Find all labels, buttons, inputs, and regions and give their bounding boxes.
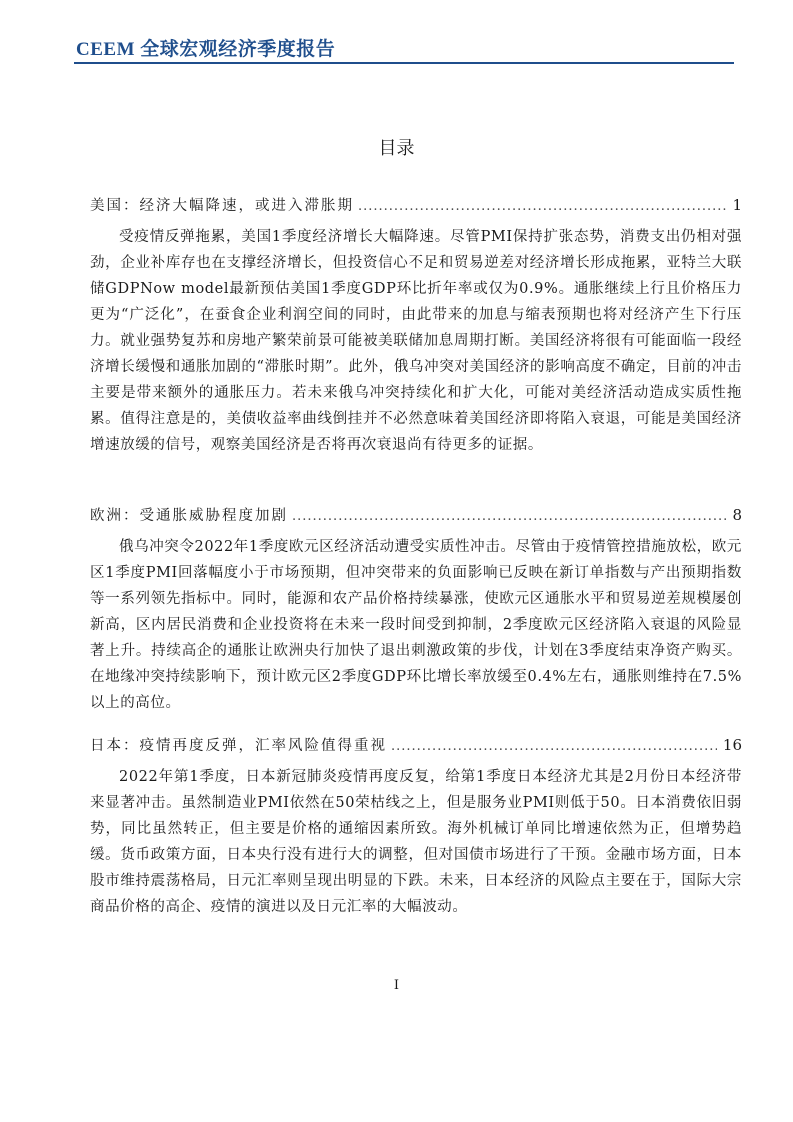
section-summary-japan: 2022年第1季度，日本新冠肺炎疫情再度反复，给第1季度日本经济尤其是2月份日本经济带来显著冲击。虽然制造业PMI依然在50荣枯线之上，但是服务业PMI则低于50。日本消费依旧弱势，同比虽然转正，但主要是价格的通缩因素所致。海外机械订单同比增速依然为正，但增势趋缓。货币政策方面，日本央行没有进行大的调整，但对国债市场进行了干预。金融市场方面，日本股市维持震荡格局，日元汇率则呈现出明显的下跌。未来，日本经济的风险点主要在于，国际大宗商品价格的高企、疫情的演进以及日元汇率的大幅波动。 bbox=[90, 769, 742, 915]
toc-entry-heading: 美国：经济大幅降速，或进入滞胀期 bbox=[90, 198, 354, 214]
section-summary-us: 受疫情反弹拖累，美国1季度经济增长大幅降速。尽管PMI保持扩张态势，消费支出仍相对强劲，企业补库存也在支撑经济增长，但投资信心不足和贸易逆差对经济增长形成拖累，亚特兰大联储GDPNow model最新预估美国1季度GDP环比折年率或仅为0.9%。通胀继续上行且价格压力更为“广泛化”，在蚕食企业利润空间的同时，由此带来的加息与缩表预期也将对经济产生下行压力。就业强势复苏和房地产繁荣前景可能被美联储加息周期打断。美国经济将很有可能面临一段经济增长缓慢和通胀加剧的“滞胀时期”。此外，俄乌冲突对美国经济的影响高度不确定，目前的冲击主要是带来额外的通胀压力。若未来俄乌冲突持续化和扩大化，可能对美经济活动造成实质性拖累。值得注意是的，美债收益率曲线倒挂并不必然意味着美国经济即将陷入衰退，可能是美国经济增速放缓的信号，观察美国经济是否将再次衰退尚有待更多的证据。 bbox=[90, 229, 742, 453]
toc-entry-europe[interactable] bbox=[90, 504, 742, 526]
toc-entry-japan[interactable] bbox=[90, 734, 742, 756]
toc-entry-heading: 欧洲：受通胀威胁程度加剧 bbox=[90, 508, 288, 524]
toc-entry-heading: 日本：疫情再度反弹，汇率风险值得重视 bbox=[90, 738, 387, 754]
toc-leader-dots bbox=[358, 196, 726, 218]
toc-entry-page: 16 bbox=[722, 736, 742, 754]
report-header-title: CEEM 全球宏观经济季度报告 bbox=[76, 39, 336, 60]
toc-section-japan bbox=[90, 734, 742, 935]
toc-entry-us[interactable] bbox=[90, 194, 742, 216]
header-divider bbox=[74, 62, 734, 64]
toc-title: 目录 bbox=[378, 138, 415, 159]
toc-section-us bbox=[90, 194, 742, 473]
toc-entry-page: 8 bbox=[732, 506, 742, 524]
section-summary-europe: 俄乌冲突令2022年1季度欧元区经济活动遭受实质性冲击。尽管由于疫情管控措施放松，欧元区1季度PMI回落幅度小于市场预期，但冲突带来的负面影响已反映在新订单指数与产出预期指数等一系列领先指标中。同时，能源和农产品价格持续暴涨，使欧元区通胀水平和贸易逆差规模屡创新高，区内居民消费和企业投资将在未来一段时间受到抑制，2季度欧元区经济陷入衰退的风险显著上升。持续高企的通胀让欧洲央行加快了退出刺激政策的步伐，计划在3季度结束净资产购买。在地缘冲突持续影响下，预计欧元区2季度GDP环比增长率放缓至0.4%左右，通胀则维持在7.5%以上的高位。 bbox=[90, 539, 742, 711]
toc-leader-dots bbox=[391, 736, 717, 758]
page-number: I bbox=[393, 978, 400, 993]
toc-section-europe bbox=[90, 504, 742, 731]
toc-entry-page: 1 bbox=[732, 196, 742, 214]
toc-leader-dots bbox=[292, 506, 726, 528]
